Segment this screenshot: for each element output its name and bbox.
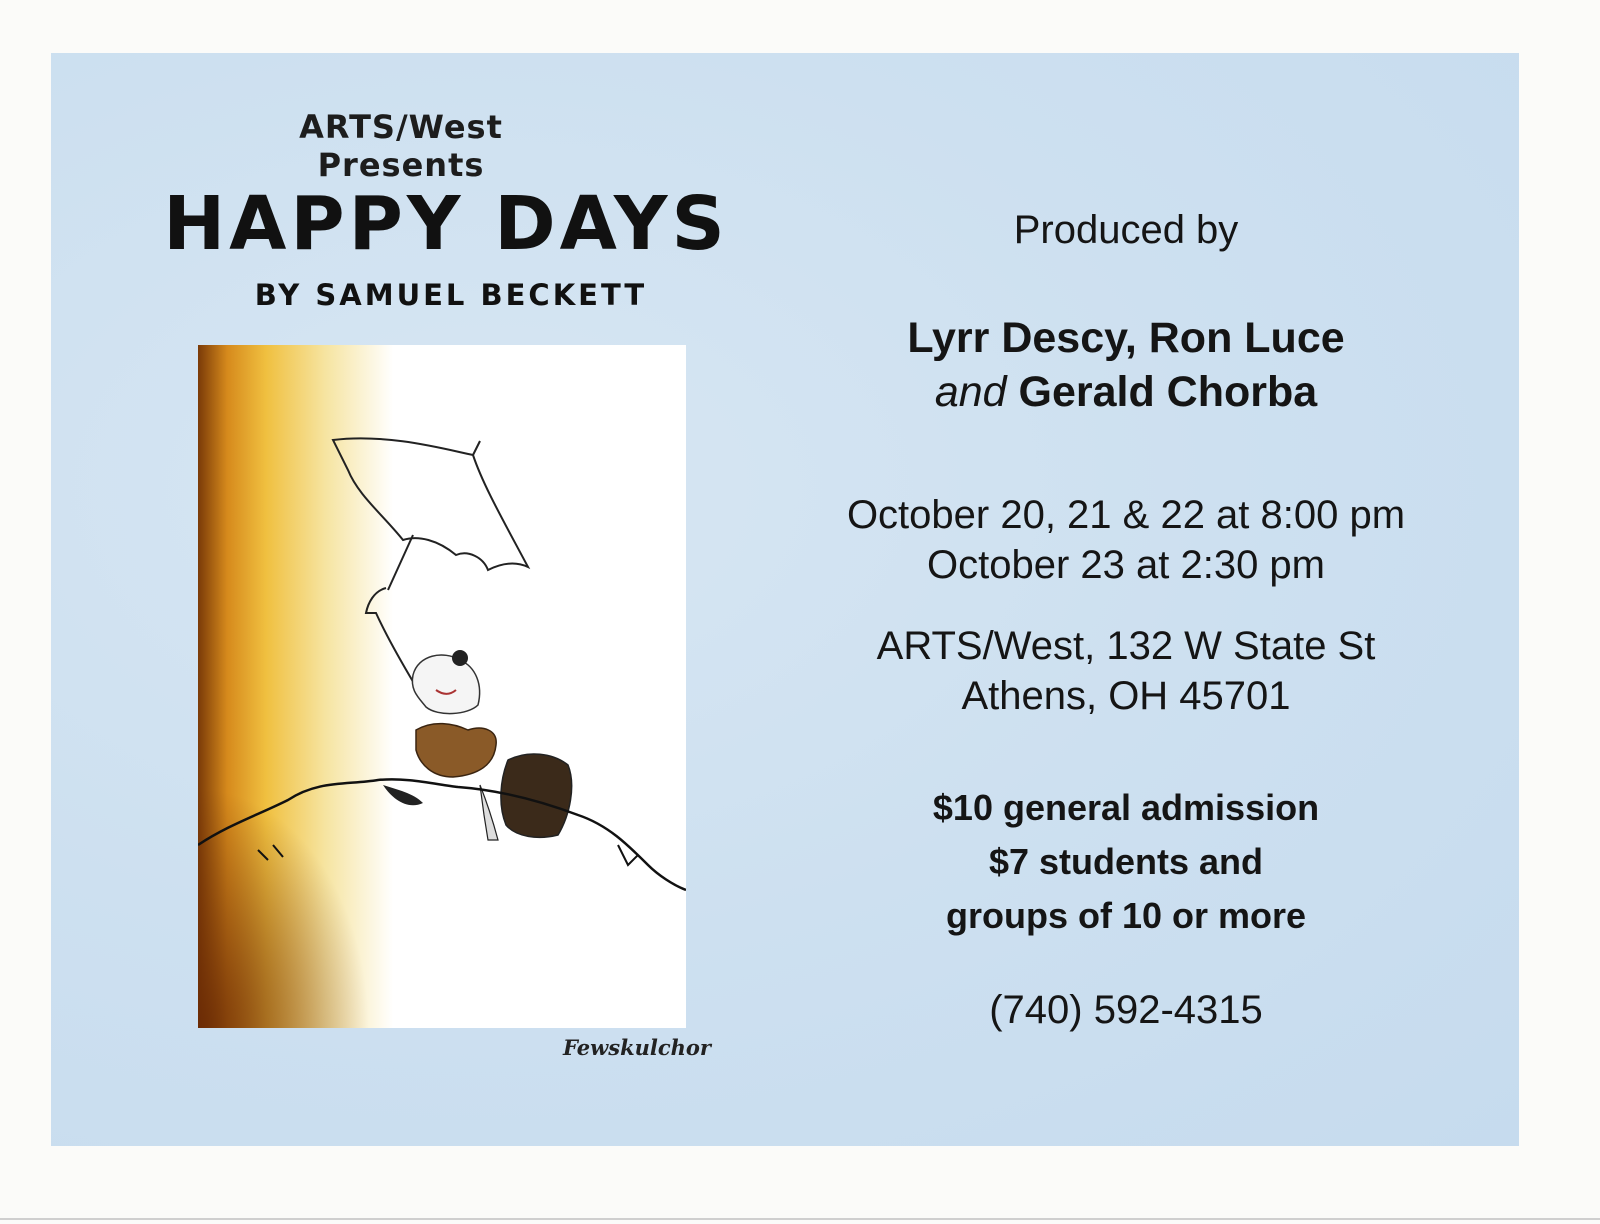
presenter-line: ARTS/West Presents <box>299 108 503 184</box>
produced-by-label: Produced by <box>1013 208 1239 252</box>
venue-line-2: Athens, OH 45701 <box>961 674 1291 718</box>
producer-name-gerald: Gerald Chorba <box>1018 368 1318 416</box>
venue-address <box>801 621 1451 721</box>
dates-line-2: October 23 at 2:30 pm <box>926 543 1325 587</box>
dates-line-1: October 20, 21 & 22 at 8:00 pm <box>846 493 1406 537</box>
performance-dates <box>801 490 1451 590</box>
producers-line-1: Lyrr Descy, Ron Luce <box>907 314 1345 362</box>
price-line-1: $10 general admission <box>932 787 1320 828</box>
venue-line-1: ARTS/West, 132 W State St <box>876 624 1376 668</box>
price-line-2: $7 students and <box>988 841 1264 882</box>
price-line-3: groups of 10 or more <box>945 895 1307 936</box>
play-author: BY SAMUEL BECKETT <box>254 278 648 312</box>
play-artwork-illustration <box>198 345 686 1028</box>
box-office-phone: (740) 592-4315 <box>989 988 1263 1032</box>
and-word: and <box>934 368 1007 416</box>
play-title: HAPPY DAYS <box>163 181 729 267</box>
artist-signature: Fewskulchor <box>563 1035 711 1060</box>
producers-line-2 <box>801 365 1451 419</box>
flyer-card <box>51 53 1519 1146</box>
producers-block <box>801 311 1451 419</box>
scan-edge-divider <box>0 1218 1600 1220</box>
ticket-prices <box>801 781 1451 943</box>
